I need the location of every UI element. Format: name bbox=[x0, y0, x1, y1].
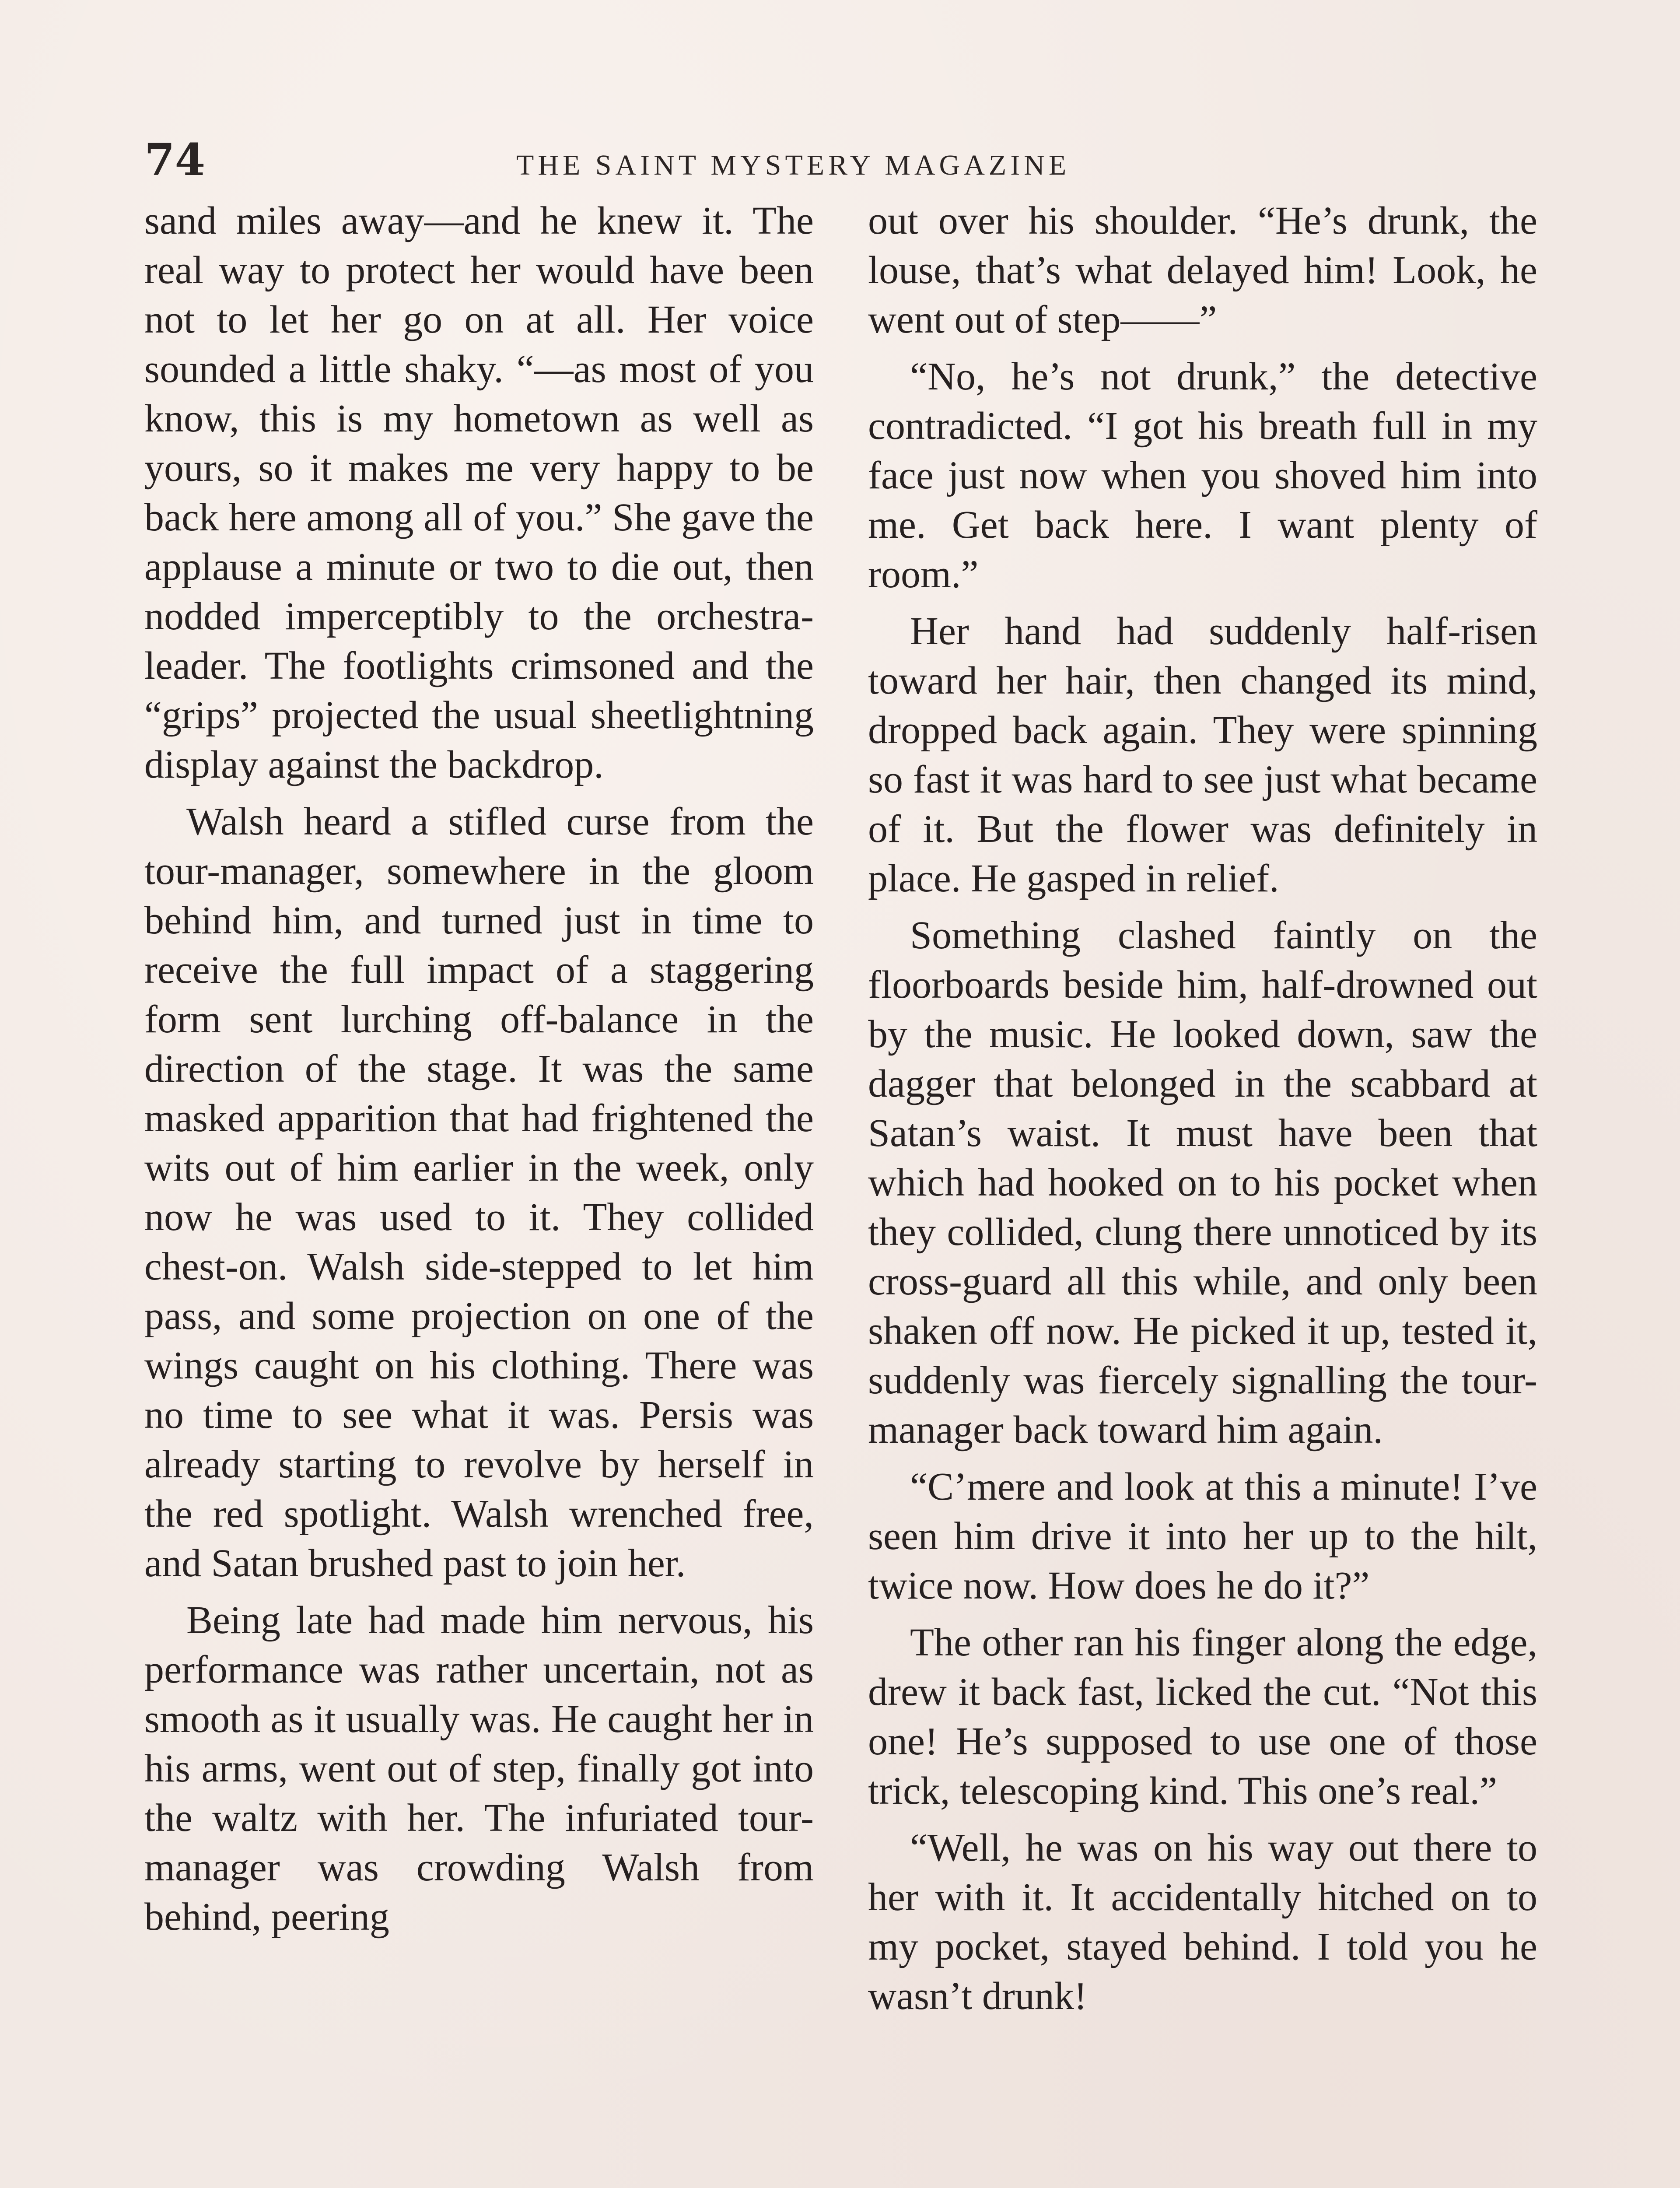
paragraph: Her hand had suddenly half-risen toward her hair, then changed its mind, dropped back again. They were spinning so fast it was hard to see just what became of it. But the flower was definitely in place. He gasped in relief. bbox=[868, 610, 1537, 900]
paragraph: “No, he’s not drunk,” the detective contradicted. “I got his breath full in my face just now when you shoved him into me. Get back here. I want plenty of room.” bbox=[868, 355, 1537, 596]
paragraph: Walsh heard a stifled curse from the tour-manager, somewhere in the gloom behind him, and turned just in time to receive the full impact of a staggering form sent lurching off-balance in the direction of the stage. It was the same masked apparition that had frightened the wits out of him earlier in the week, only now he was used to it. They collided chest-on. Walsh side-stepped to let him pass, and some projection on one of the wings caught on his clothing. There was no time to see what it was. Persis was already starting to revolve by herself in the red spotlight. Walsh wrenched free, and Satan brushed past to join her. bbox=[144, 800, 814, 1585]
right-column bbox=[868, 196, 1537, 2028]
paragraph: out over his shoulder. “He’s drunk, the louse, that’s what delayed him! Look, he went out of step——” bbox=[868, 199, 1537, 341]
page-number: 74 bbox=[144, 134, 206, 186]
running-head: THE SAINT MYSTERY MAGAZINE bbox=[516, 149, 1071, 181]
left-column bbox=[144, 196, 814, 1949]
paragraph: “Well, he was on his way out there to her with it. It accidentally hitched on to my pocket, stayed behind. I told you he wasn’t drunk! bbox=[868, 1826, 1537, 2018]
page-header bbox=[144, 131, 1544, 197]
paragraph: The other ran his finger along the edge, drew it back fast, licked the cut. “Not this one! He’s supposed to use one of those trick, telescoping kind. This one’s real.” bbox=[868, 1621, 1537, 1813]
paragraph: Something clashed faintly on the floorboards beside him, half-drowned out by the music. He looked down, saw the dagger that belonged in the scabbard at Satan’s waist. It must have been that which had hooked on to his pocket when they collided, clung there unnoticed by its cross-guard all this while, and only been shaken off now. He picked it up, tested it, suddenly was fiercely signalling the tour-manager back toward him again. bbox=[868, 914, 1537, 1452]
paragraph: “C’mere and look at this a minute! I’ve seen him drive it into her up to the hilt, twice now. How does he do it?” bbox=[868, 1465, 1537, 1607]
paragraph: Being late had made him nervous, his performance was rather uncertain, not as smooth as it usually was. He caught her in his arms, went out of step, finally got into the waltz with her. The infuriated tour-manager was crowding Walsh from behind, peering bbox=[144, 1599, 814, 1939]
paragraph: sand miles away—and he knew it. The real way to protect her would have been not to let her go on at all. Her voice sounded a little shaky. “—as most of you know, this is my hometown as well as yours, so it makes me very happy to be back here among all of you.” She gave the applause a minute or two to die out, then nodded imperceptibly to the orchestra-leader. The footlights crimsoned and the “grips” projected the usual sheetlightning display against the backdrop. bbox=[144, 199, 814, 786]
